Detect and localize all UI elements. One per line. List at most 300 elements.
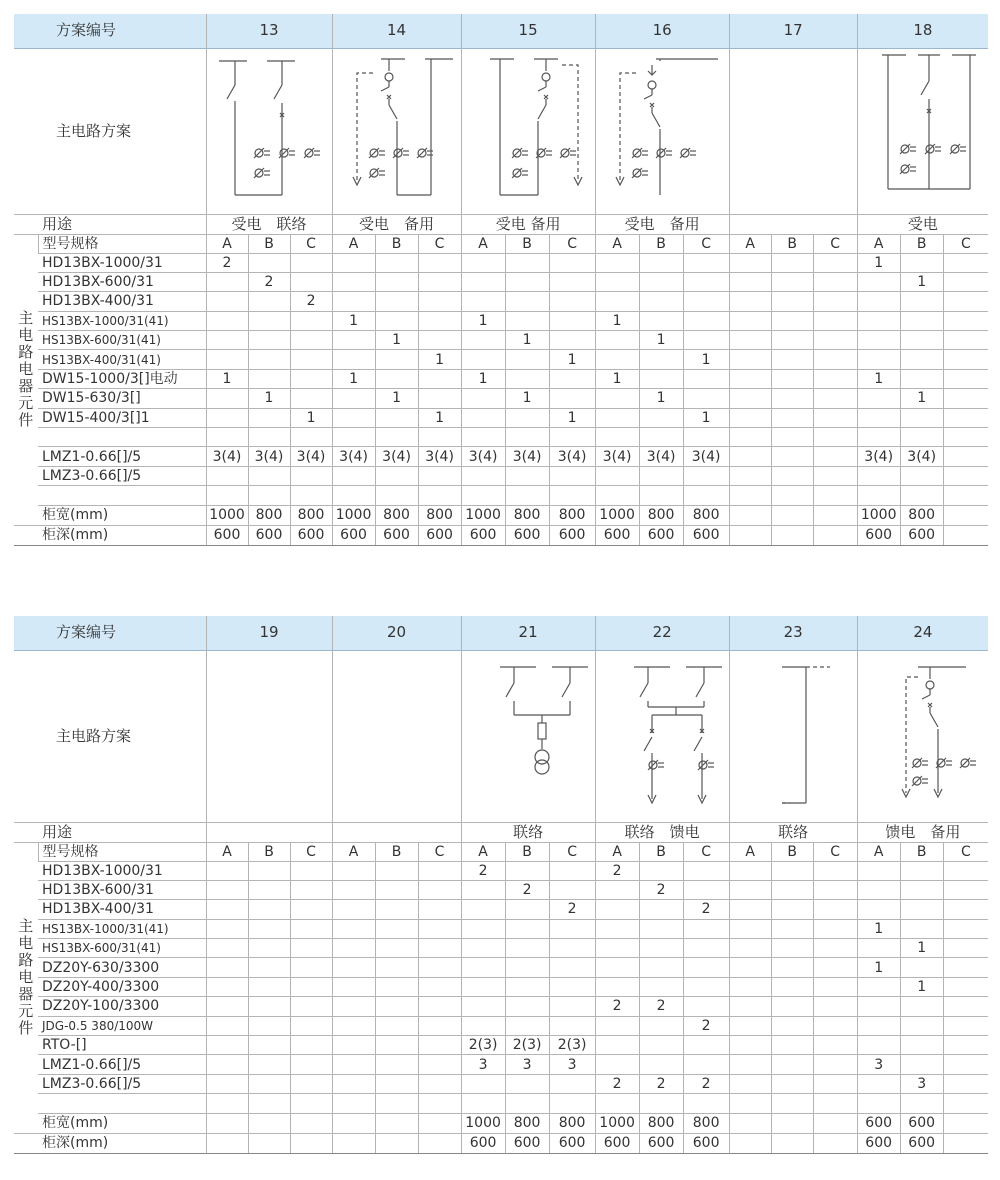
quantity-cell	[505, 997, 549, 1016]
purpose-cell: 馈电 备用	[857, 822, 988, 842]
quantity-cell	[206, 900, 248, 919]
quantity-cell	[771, 369, 813, 388]
quantity-cell: 2(3)	[505, 1036, 549, 1055]
quantity-cell	[943, 1094, 988, 1113]
quantity-cell	[857, 1074, 900, 1093]
quantity-cell: 1	[683, 408, 729, 427]
purpose-cell	[206, 822, 332, 842]
cabinet-width-value	[375, 1113, 418, 1133]
purpose-cell: 联络	[729, 822, 857, 842]
scheme-number-20: 20	[332, 616, 461, 650]
quantity-cell	[206, 350, 248, 369]
scheme-number-label: 方案编号	[14, 14, 206, 48]
quantity-cell	[857, 861, 900, 880]
main-circuit-row	[14, 48, 988, 214]
sub-column-label: B	[639, 234, 683, 253]
table-row	[14, 389, 988, 408]
quantity-cell	[771, 1016, 813, 1035]
quantity-cell	[943, 997, 988, 1016]
quantity-cell	[206, 311, 248, 330]
quantity-cell	[418, 311, 461, 330]
quantity-cell	[206, 997, 248, 1016]
cabinet-width-value: 800	[248, 505, 290, 525]
quantity-cell	[332, 958, 375, 977]
quantity-cell	[771, 900, 813, 919]
model-name: HS13BX-600/31(41)	[38, 331, 206, 350]
cabinet-depth-value: 600	[683, 525, 729, 545]
components-vertical-label: 主电路电器元件	[18, 309, 34, 430]
cabinet-width-value	[729, 505, 771, 525]
quantity-cell	[248, 486, 290, 505]
quantity-cell	[461, 408, 505, 427]
quantity-cell	[549, 939, 595, 958]
quantity-cell	[857, 1036, 900, 1055]
quantity-cell	[461, 900, 505, 919]
quantity-cell	[639, 919, 683, 938]
sub-column-label: C	[418, 842, 461, 861]
quantity-cell	[771, 997, 813, 1016]
table-row	[14, 1094, 988, 1113]
quantity-cell	[595, 958, 639, 977]
quantity-cell	[639, 311, 683, 330]
quantity-cell	[683, 997, 729, 1016]
quantity-cell	[549, 1016, 595, 1035]
quantity-cell	[290, 1055, 332, 1074]
quantity-cell	[595, 272, 639, 291]
quantity-cell	[549, 369, 595, 388]
quantity-cell	[595, 350, 639, 369]
purpose-cell: 受电 备用	[595, 214, 729, 234]
quantity-cell	[549, 428, 595, 447]
quantity-cell	[461, 350, 505, 369]
scheme-number-row	[14, 616, 988, 650]
quantity-cell	[248, 1094, 290, 1113]
quantity-cell	[332, 900, 375, 919]
quantity-cell	[729, 253, 771, 272]
sub-column-label: C	[943, 234, 988, 253]
quantity-cell	[549, 880, 595, 899]
quantity-cell	[729, 350, 771, 369]
quantity-cell	[206, 958, 248, 977]
quantity-cell	[505, 408, 549, 427]
cabinet-depth-value	[290, 1133, 332, 1153]
cabinet-width-value: 800	[900, 505, 943, 525]
cabinet-width-value	[943, 1113, 988, 1133]
quantity-cell: 1	[595, 311, 639, 330]
quantity-cell	[729, 408, 771, 427]
quantity-cell	[771, 1074, 813, 1093]
cabinet-depth-value: 600	[505, 1133, 549, 1153]
quantity-cell	[206, 880, 248, 899]
quantity-cell	[461, 958, 505, 977]
quantity-cell	[549, 311, 595, 330]
model-name: JDG-0.5 380/100W	[38, 1016, 206, 1035]
cabinet-width-value: 1000	[332, 505, 375, 525]
quantity-cell	[248, 880, 290, 899]
model-name: DW15-630/3[]	[38, 389, 206, 408]
table-row	[14, 350, 988, 369]
quantity-cell: 1	[639, 331, 683, 350]
quantity-cell	[943, 880, 988, 899]
quantity-cell	[418, 861, 461, 880]
sub-column-label: B	[900, 234, 943, 253]
quantity-cell	[943, 272, 988, 291]
quantity-cell	[505, 486, 549, 505]
quantity-cell	[549, 272, 595, 291]
quantity-cell	[729, 958, 771, 977]
quantity-cell	[375, 939, 418, 958]
cabinet-width-value: 600	[857, 1113, 900, 1133]
quantity-cell	[461, 1016, 505, 1035]
quantity-cell: 3	[505, 1055, 549, 1074]
sub-column-label: C	[813, 842, 857, 861]
sub-column-label: A	[332, 842, 375, 861]
quantity-cell	[729, 428, 771, 447]
quantity-cell: 1	[549, 408, 595, 427]
cabinet-width-value: 800	[505, 1113, 549, 1133]
quantity-cell	[461, 919, 505, 938]
sub-column-label: A	[857, 842, 900, 861]
quantity-cell	[729, 331, 771, 350]
cabinet-width-value: 800	[375, 505, 418, 525]
quantity-cell	[549, 389, 595, 408]
quantity-cell	[857, 486, 900, 505]
sub-column-label: A	[461, 234, 505, 253]
quantity-cell	[943, 369, 988, 388]
sub-column-label: C	[290, 842, 332, 861]
quantity-cell: 2	[549, 900, 595, 919]
circuit-diagram-cell-14	[332, 48, 461, 214]
cabinet-depth-value: 600	[857, 1133, 900, 1153]
cabinet-width-value: 800	[639, 1113, 683, 1133]
quantity-cell	[375, 350, 418, 369]
quantity-cell	[729, 1016, 771, 1035]
sub-column-label: B	[900, 842, 943, 861]
quantity-cell	[290, 466, 332, 485]
quantity-cell: 1	[332, 369, 375, 388]
quantity-cell	[418, 1055, 461, 1074]
quantity-cell	[595, 253, 639, 272]
sub-column-label: A	[206, 842, 248, 861]
quantity-cell	[290, 311, 332, 330]
quantity-cell: 1	[639, 389, 683, 408]
quantity-cell	[549, 977, 595, 996]
sub-column-label: A	[729, 842, 771, 861]
quantity-cell	[461, 880, 505, 899]
quantity-cell	[813, 977, 857, 996]
cabinet-depth-value	[332, 1133, 375, 1153]
model-name: HD13BX-1000/31	[38, 861, 206, 880]
quantity-cell	[290, 919, 332, 938]
table-row	[14, 1074, 988, 1093]
quantity-cell: 1	[900, 389, 943, 408]
sub-column-label: B	[639, 842, 683, 861]
quantity-cell	[332, 408, 375, 427]
quantity-cell	[595, 486, 639, 505]
model-name: HD13BX-400/31	[38, 900, 206, 919]
quantity-cell	[248, 1074, 290, 1093]
model-name: HD13BX-400/31	[38, 292, 206, 311]
table-row	[14, 369, 988, 388]
scheme-table-2	[14, 616, 988, 1154]
sub-column-label: A	[206, 234, 248, 253]
table-row	[14, 861, 988, 880]
quantity-cell	[332, 1094, 375, 1113]
quantity-cell	[248, 919, 290, 938]
quantity-cell	[418, 466, 461, 485]
quantity-cell	[332, 389, 375, 408]
quantity-cell	[248, 958, 290, 977]
quantity-cell	[813, 272, 857, 291]
sub-column-label: B	[505, 234, 549, 253]
quantity-cell	[857, 880, 900, 899]
quantity-cell: 3(4)	[683, 447, 729, 466]
table-row	[14, 958, 988, 977]
quantity-cell	[683, 331, 729, 350]
quantity-cell	[639, 1036, 683, 1055]
cabinet-width-value: 1000	[857, 505, 900, 525]
quantity-cell	[943, 466, 988, 485]
quantity-cell	[771, 1094, 813, 1113]
quantity-cell	[943, 861, 988, 880]
scheme-table-1	[14, 14, 988, 546]
quantity-cell	[595, 977, 639, 996]
quantity-cell	[639, 292, 683, 311]
cabinet-depth-value	[418, 1133, 461, 1153]
quantity-cell	[943, 939, 988, 958]
quantity-cell: 1	[290, 408, 332, 427]
quantity-cell: 1	[900, 939, 943, 958]
table-row	[14, 900, 988, 919]
quantity-cell	[375, 900, 418, 919]
quantity-cell	[418, 900, 461, 919]
quantity-cell	[248, 466, 290, 485]
quantity-cell: 1	[375, 331, 418, 350]
quantity-cell	[857, 1094, 900, 1113]
quantity-cell	[813, 1074, 857, 1093]
quantity-cell: 3(4)	[248, 447, 290, 466]
quantity-cell	[375, 272, 418, 291]
quantity-cell	[248, 331, 290, 350]
quantity-cell	[549, 997, 595, 1016]
quantity-cell	[813, 253, 857, 272]
quantity-cell: 3(4)	[418, 447, 461, 466]
quantity-cell	[900, 919, 943, 938]
quantity-cell	[290, 1036, 332, 1055]
sub-column-label: A	[857, 234, 900, 253]
cabinet-width-value: 800	[683, 1113, 729, 1133]
quantity-cell	[771, 447, 813, 466]
quantity-cell: 2	[290, 292, 332, 311]
quantity-cell	[900, 861, 943, 880]
quantity-cell	[900, 311, 943, 330]
circuit-diagram-cell-18	[857, 48, 988, 214]
table-row	[14, 292, 988, 311]
quantity-cell	[461, 389, 505, 408]
quantity-cell	[418, 272, 461, 291]
model-name	[38, 486, 206, 505]
model-header-row	[14, 842, 988, 861]
model-name: HS13BX-400/31(41)	[38, 350, 206, 369]
quantity-cell	[639, 900, 683, 919]
quantity-cell	[900, 880, 943, 899]
scheme-number-24: 24	[857, 616, 988, 650]
quantity-cell	[595, 1094, 639, 1113]
quantity-cell	[900, 900, 943, 919]
quantity-cell	[729, 919, 771, 938]
quantity-cell	[683, 253, 729, 272]
cabinet-depth-value: 600	[461, 525, 505, 545]
quantity-cell	[813, 880, 857, 899]
quantity-cell	[729, 1036, 771, 1055]
quantity-cell: 2	[639, 880, 683, 899]
purpose-cell	[332, 822, 461, 842]
quantity-cell	[900, 428, 943, 447]
sub-column-label: A	[729, 234, 771, 253]
quantity-cell	[332, 861, 375, 880]
quantity-cell	[943, 977, 988, 996]
quantity-cell	[505, 253, 549, 272]
quantity-cell	[639, 369, 683, 388]
quantity-cell	[771, 389, 813, 408]
quantity-cell	[418, 331, 461, 350]
quantity-cell	[900, 369, 943, 388]
quantity-cell	[683, 466, 729, 485]
quantity-cell: 2	[505, 880, 549, 899]
sub-column-label: C	[813, 234, 857, 253]
cabinet-width-value	[248, 1113, 290, 1133]
cabinet-depth-value: 600	[639, 525, 683, 545]
quantity-cell	[729, 997, 771, 1016]
quantity-cell	[248, 939, 290, 958]
quantity-cell	[375, 997, 418, 1016]
table-row	[14, 408, 988, 427]
cabinet-width-value: 800	[639, 505, 683, 525]
quantity-cell: 1	[595, 369, 639, 388]
model-name: LMZ1-0.66[]/5	[38, 1055, 206, 1074]
quantity-cell	[943, 958, 988, 977]
quantity-cell	[639, 272, 683, 291]
cabinet-depth-value: 600	[549, 525, 595, 545]
quantity-cell	[595, 900, 639, 919]
model-name	[38, 1094, 206, 1113]
quantity-cell	[639, 350, 683, 369]
main-circuit-label: 主电路方案	[14, 48, 206, 214]
quantity-cell	[771, 428, 813, 447]
cabinet-width-label: 柜宽(mm)	[14, 505, 206, 525]
quantity-cell	[771, 311, 813, 330]
quantity-cell	[418, 253, 461, 272]
quantity-cell: 3(4)	[375, 447, 418, 466]
quantity-cell	[375, 1016, 418, 1035]
quantity-cell	[943, 350, 988, 369]
quantity-cell	[505, 977, 549, 996]
quantity-cell	[418, 389, 461, 408]
quantity-cell	[771, 292, 813, 311]
quantity-cell	[248, 997, 290, 1016]
quantity-cell	[375, 428, 418, 447]
quantity-cell	[248, 311, 290, 330]
quantity-cell	[375, 292, 418, 311]
quantity-cell	[248, 1016, 290, 1035]
quantity-cell	[332, 1055, 375, 1074]
quantity-cell	[332, 292, 375, 311]
cabinet-depth-value	[771, 525, 813, 545]
quantity-cell	[683, 861, 729, 880]
quantity-cell: 1	[375, 389, 418, 408]
quantity-cell	[206, 1016, 248, 1035]
quantity-cell	[332, 253, 375, 272]
quantity-cell	[595, 428, 639, 447]
quantity-cell	[683, 1094, 729, 1113]
cabinet-width-value: 1000	[595, 505, 639, 525]
model-name: HS13BX-1000/31(41)	[38, 919, 206, 938]
quantity-cell	[375, 253, 418, 272]
quantity-cell	[857, 1016, 900, 1035]
quantity-cell	[461, 486, 505, 505]
scheme-number-18: 18	[857, 14, 988, 48]
quantity-cell: 3(4)	[332, 447, 375, 466]
cabinet-width-value: 600	[900, 1113, 943, 1133]
quantity-cell	[595, 939, 639, 958]
quantity-cell	[639, 1055, 683, 1074]
purpose-cell	[729, 214, 857, 234]
quantity-cell	[639, 939, 683, 958]
quantity-cell	[683, 389, 729, 408]
table-row	[14, 919, 988, 938]
quantity-cell: 2	[595, 861, 639, 880]
quantity-cell: 1	[683, 350, 729, 369]
quantity-cell	[290, 486, 332, 505]
sub-column-label: A	[461, 842, 505, 861]
cabinet-depth-value: 600	[639, 1133, 683, 1153]
cabinet-depth-value: 600	[857, 525, 900, 545]
quantity-cell	[418, 428, 461, 447]
model-name: HD13BX-600/31	[38, 272, 206, 291]
quantity-cell	[206, 466, 248, 485]
purpose-label: 用途	[14, 822, 206, 842]
circuit-diagram-24	[858, 653, 987, 819]
quantity-cell	[729, 389, 771, 408]
quantity-cell	[206, 939, 248, 958]
cabinet-depth-value: 600	[461, 1133, 505, 1153]
quantity-cell	[943, 1016, 988, 1035]
table-row	[14, 466, 988, 485]
quantity-cell: 2(3)	[549, 1036, 595, 1055]
quantity-cell	[332, 350, 375, 369]
cabinet-width-row	[14, 1113, 988, 1133]
quantity-cell	[290, 350, 332, 369]
quantity-cell: 1	[248, 389, 290, 408]
quantity-cell: 3(4)	[900, 447, 943, 466]
quantity-cell	[813, 369, 857, 388]
quantity-cell	[943, 253, 988, 272]
quantity-cell	[900, 997, 943, 1016]
quantity-cell	[206, 1094, 248, 1113]
quantity-cell	[900, 292, 943, 311]
quantity-cell	[549, 919, 595, 938]
quantity-cell	[332, 919, 375, 938]
quantity-cell	[332, 997, 375, 1016]
quantity-cell	[375, 1094, 418, 1113]
circuit-diagram-cell-16	[595, 48, 729, 214]
quantity-cell	[595, 389, 639, 408]
quantity-cell	[375, 311, 418, 330]
quantity-cell: 2(3)	[461, 1036, 505, 1055]
quantity-cell	[943, 919, 988, 938]
cabinet-width-value	[813, 1113, 857, 1133]
quantity-cell	[206, 861, 248, 880]
